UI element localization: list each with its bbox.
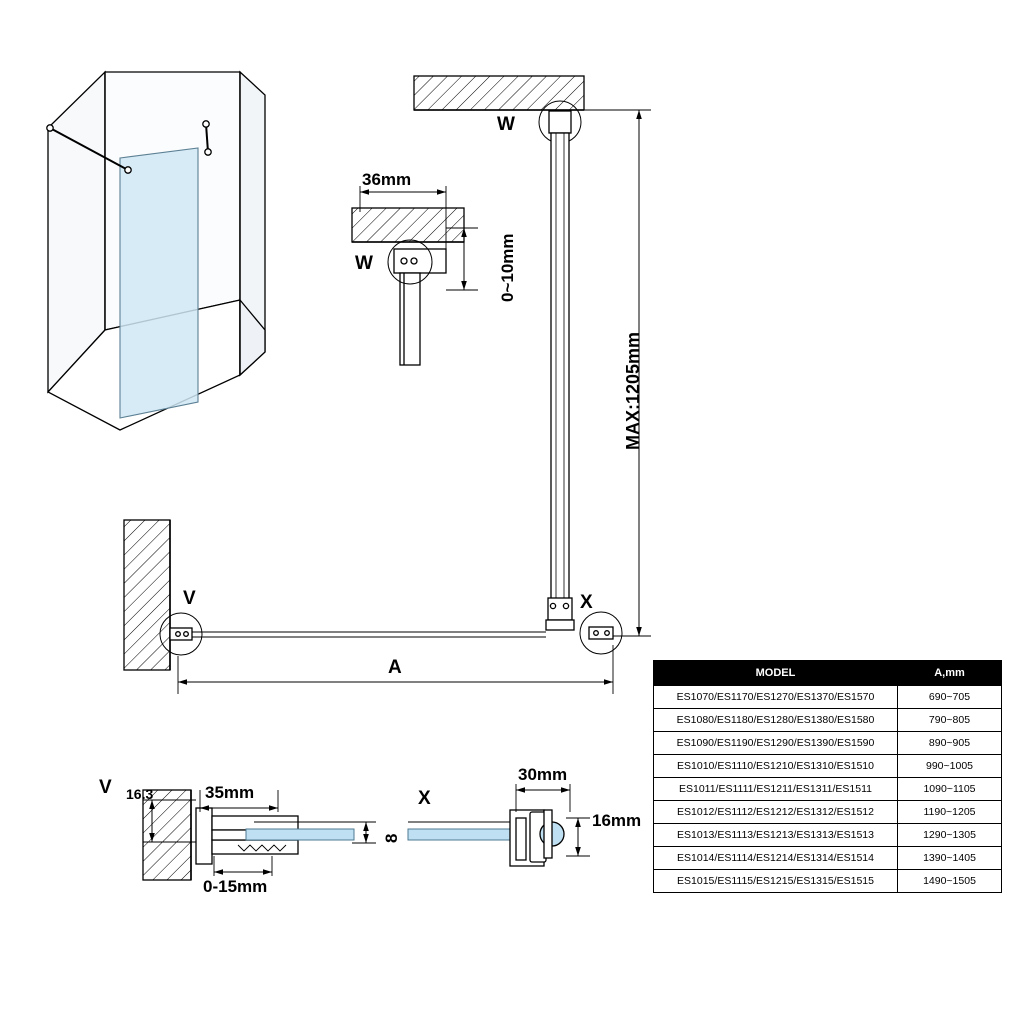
table-row [654, 732, 1002, 755]
detail-x-section [408, 784, 590, 866]
cell-a: 1490~1505 [898, 870, 1002, 893]
cell-model: ES1012/ES1112/ES1212/ES1312/ES1512 [654, 801, 898, 824]
isometric-shower-view [47, 72, 265, 430]
table-row [654, 870, 1002, 893]
label-v-detail: V [99, 777, 112, 798]
cell-model: ES1015/ES1115/ES1215/ES1315/ES1515 [654, 870, 898, 893]
cell-a: 890~905 [898, 732, 1002, 755]
label-w-elevation: W [497, 114, 515, 135]
cell-a: 1190~1205 [898, 801, 1002, 824]
cell-a: 1090~1105 [898, 778, 1002, 801]
cell-model: ES1070/ES1170/ES1270/ES1370/ES1570 [654, 686, 898, 709]
table-row [654, 847, 1002, 870]
detail-v-section [143, 790, 376, 880]
dim-a: A [388, 657, 402, 678]
cell-model: ES1080/ES1180/ES1280/ES1380/ES1580 [654, 709, 898, 732]
table-header-row [654, 661, 1002, 686]
label-v-plan: V [183, 588, 196, 609]
dim-max-height: MAX:1205mm [623, 331, 643, 450]
dim-glass-8: 8 [382, 833, 401, 843]
table-row [654, 709, 1002, 732]
cell-model: ES1013/ES1113/ES1213/ES1313/ES1513 [654, 824, 898, 847]
cell-model: ES1090/ES1190/ES1290/ES1390/ES1590 [654, 732, 898, 755]
cell-a: 1290~1305 [898, 824, 1002, 847]
model-spec-table [653, 660, 1002, 893]
elevation-view [414, 76, 651, 636]
table-row [654, 824, 1002, 847]
cell-a: 1390~1405 [898, 847, 1002, 870]
dim-16-3: 16.3 [126, 786, 154, 802]
table-row [654, 755, 1002, 778]
plan-view [124, 520, 622, 694]
table-header-a: A,mm [898, 661, 1002, 686]
detail-w-bracket [352, 186, 478, 365]
dim-36mm: 36mm [362, 170, 412, 189]
cell-a: 690~705 [898, 686, 1002, 709]
dim-16mm: 16mm [592, 811, 642, 830]
cell-a: 990~1005 [898, 755, 1002, 778]
dim-30mm: 30mm [518, 765, 568, 784]
dim-0-15mm: 0-15mm [203, 877, 268, 896]
table-row [654, 686, 1002, 709]
table-header-model: MODEL [654, 661, 898, 686]
dim-35mm: 35mm [205, 783, 255, 802]
cell-model: ES1010/ES1110/ES1210/ES1310/ES1510 [654, 755, 898, 778]
label-w-detail: W [355, 253, 373, 274]
cell-a: 790~805 [898, 709, 1002, 732]
cell-model: ES1011/ES1111/ES1211/ES1311/ES1511 [654, 778, 898, 801]
label-x-detail: X [418, 788, 431, 809]
dim-0-10mm: 0~10mm [498, 233, 517, 302]
table-row [654, 801, 1002, 824]
cell-model: ES1014/ES1114/ES1214/ES1314/ES1514 [654, 847, 898, 870]
table-row [654, 778, 1002, 801]
label-x-plan: X [580, 592, 593, 613]
